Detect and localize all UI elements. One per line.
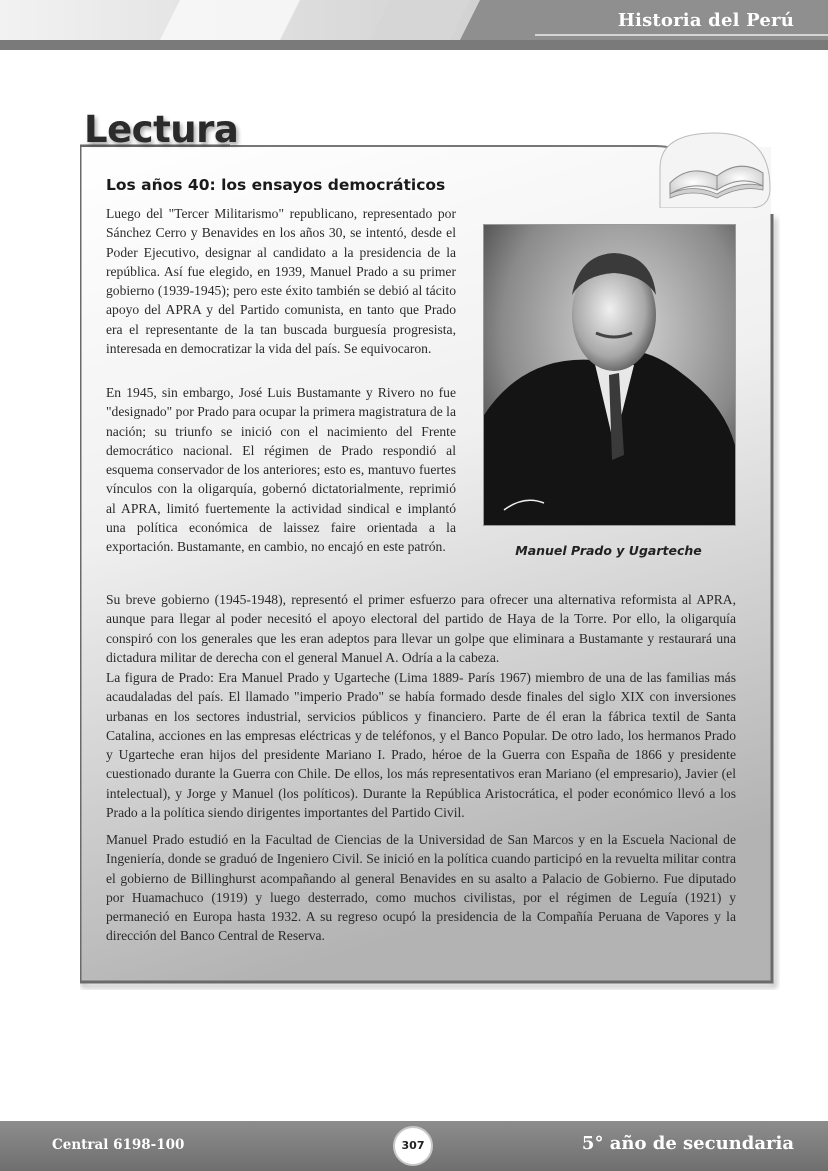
paragraph-2: En 1945, sin embargo, José Luis Bustamante y Rivero no fue "designado" por Prado para ocupar la primera magistratura de la nación; su triunfo se inició con el nacimiento del Frente democrático nacional. El régimen de Prado respondió al esquema conservador de los anteriores; esto es, mantuvo fuertes vínculos con la oligarquía, gobernó dictatorialmente, reprimió al APRA, limitó fuertemente la actividad sindical e implantó una política económica de laissez faire orientada a la exportación. Bustamante, en cambio, no encajó en este patrón. — [106, 385, 456, 555]
footer-phone: Central 6198-100 — [52, 1137, 185, 1153]
page-footer — [0, 1121, 828, 1171]
lectura-title: Lectura — [84, 108, 239, 151]
paragraph-5: Manuel Prado estudió en la Facultad de Ciencias de la Universidad de San Marcos y en la Escuela Nacional de Ingeniería, donde se graduó de Ingeniero Civil. Se inició en la política cuando participó en la revuelta militar contra el gobierno de Billinghurst acompañando al general Benavides en su asalto a Palacio de Gobierno. Fue diputado por Huamachuco (1919) y luego desterrado, como muchos civilistas, por el régimen de Leguía (1921) y permaneció en Europa hasta 1932. A su regreso ocupó la presidencia de la Compañía Peruana de Vapores y la dirección del Banco Central de Reserva. — [106, 832, 736, 944]
page-number: 307 — [393, 1126, 433, 1166]
photo-caption: Manuel Prado y Ugarteche — [515, 543, 702, 558]
paragraph-3: Su breve gobierno (1945-1948), representó el primer esfuerzo para ofrecer una alternativa reformista al APRA, aunque para llegar al poder necesitó el apoyo electoral del partido de Haya de la Torre. Por ello, la oligarquía conspiró con los generales que les eran adeptos para llevar un golpe que eliminara a Bustamante y restaurará una dictadura militar de derecha con el general Manuel A. Odría a la cabeza. — [106, 592, 736, 665]
open-book-icon — [655, 128, 775, 208]
paragraph-4: La figura de Prado: Era Manuel Prado y Ugarteche (Lima 1889- París 1967) miembro de una de las familias más acaudaladas del país. El llamado "imperio Prado" se había formado desde finales del siglo XIX con inversiones urbanas en los sectores industrial, servicios públicos y financiero. Parte de él eran la fábrica textil de Santa Catalina, acciones en las empresas eléctricas y de teléfonos, y el Banco Popular. De otro lado, los hermanos Prado y Ugarteche eran hijos del presidente Mariano I. Prado, héroe de la Guerra con España de 1866 y presidente cuestionado durante la Guerra con Chile. De ellos, los más representativos eran Mariano (el empresario), Javier (el intelectual), y Jorge y Manuel (los políticos). Durante la República Aristocrática, el poder económico llevó a los Prado a la política siendo dirigentes importantes del Partido Civil. — [106, 670, 736, 821]
footer-grade: 5° año de secundaria — [581, 1133, 794, 1154]
header-title: Historia del Perú — [617, 10, 794, 31]
portrait-photo — [483, 224, 736, 526]
paragraph-1: Luego del "Tercer Militarismo" republicano, representado por Sánchez Cerro y Benavides en los años 30, se intentó, desde el Poder Ejecutivo, designar al candidato a la presidencia de la república. Así fue elegido, en 1939, Manuel Prado a su primer gobierno (1939-1945); pero este éxito también se debió al tácito apoyo del APRA y del Partido comunista, en tanto que Prado era el representante de la tan buscada burguesía progresista, interesada en democratizar la vida del país. Se equivocaron. — [106, 206, 456, 357]
section-heading: Los años 40: los ensayos democráticos — [106, 176, 446, 194]
page-header — [0, 0, 828, 50]
